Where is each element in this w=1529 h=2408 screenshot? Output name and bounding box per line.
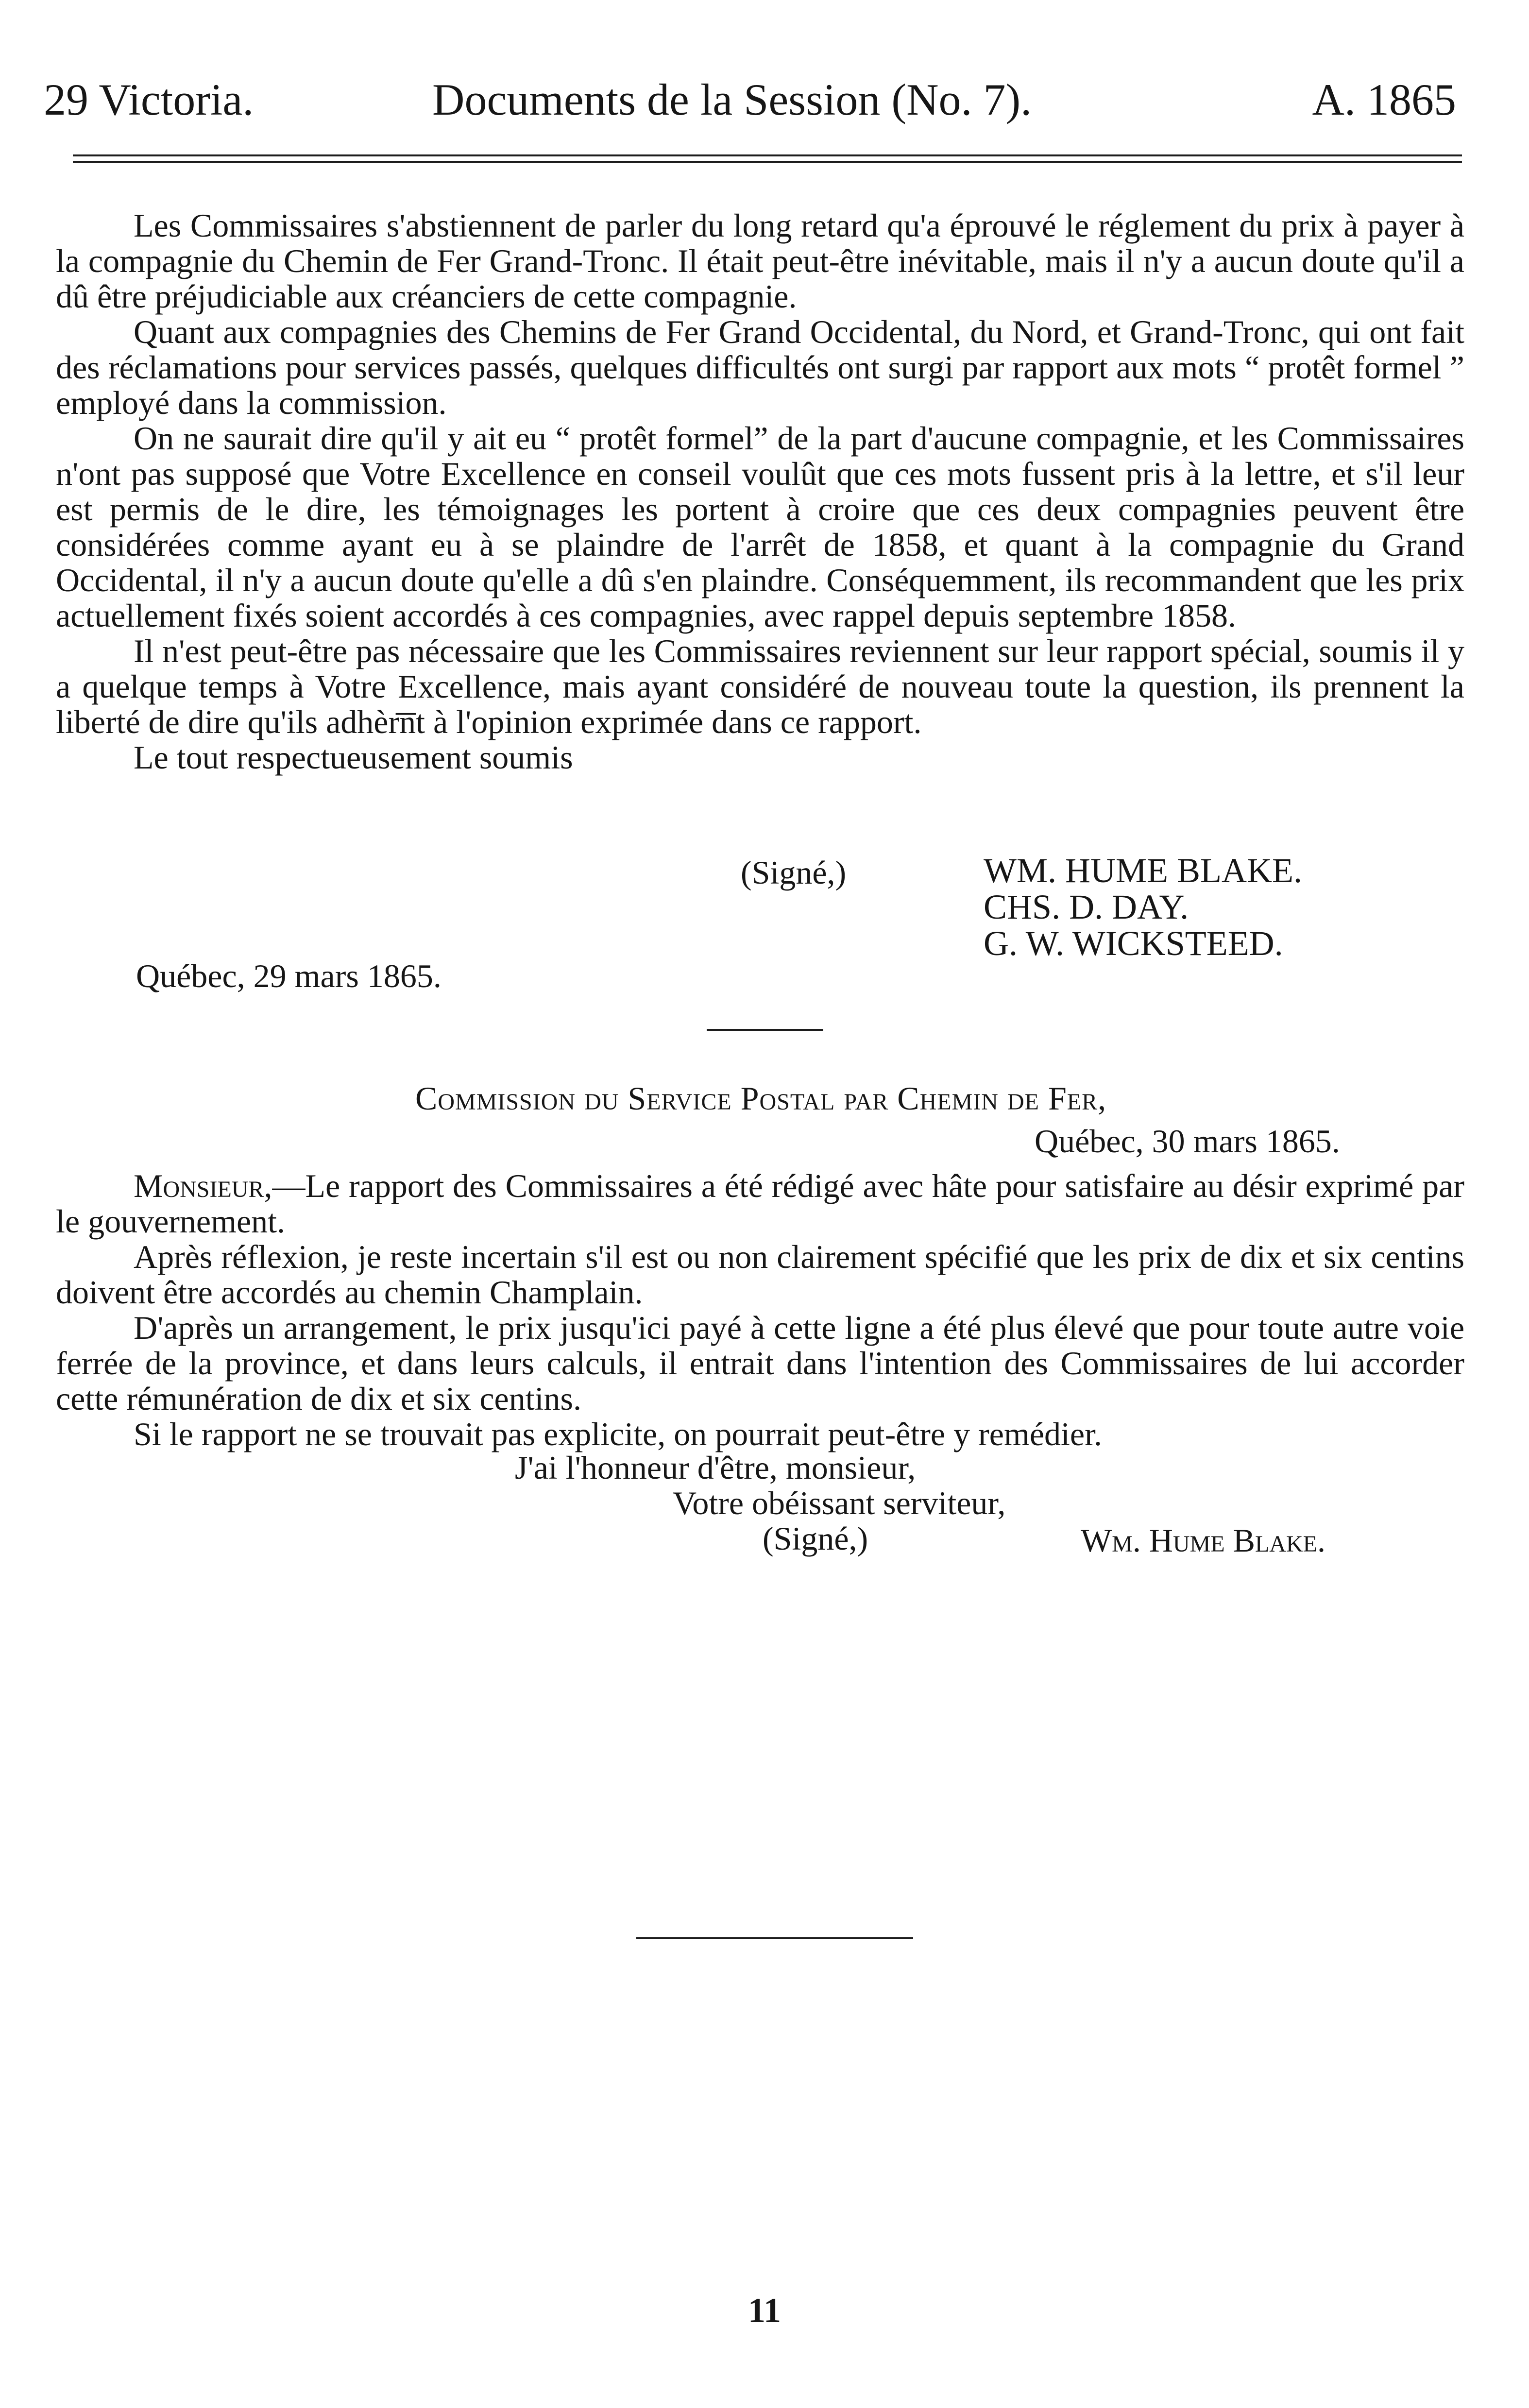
header-regnal-year: 29 Victoria.: [44, 75, 254, 124]
header-year: A. 1865: [1312, 75, 1456, 124]
report-paragraph-4: Il n'est peut-être pas nécessaire que les Commissaires reviennent sur leur rapport spécial, soumis il y a quelque temps à Votre Excellence, mais ayant considéré de nouveau toute la question, ils prennent la liberté de dire qu'ils adhèr͞nt à l'opinion exprimée dans ce rapport.: [56, 632, 1464, 740]
report-paragraph-3: On ne saurait dire qu'il y ait eu “ protêt formel” de la part d'aucune compagnie, et les Commissaires n'ont pas supposé que Votre Excellence en conseil voulût que ces mots fussent pris à la lettre, et s'il leur est permis de le dire, les témoignages les portent à croire que ces deux compagnies peuvent être considérées comme ayant eu à se plaindre de l'arrêt de 1858, et quant à la compagnie du Grand Occidental, il n'y a aucun doute qu'elle a dû s'en plaindre. Conséquemment, ils recommandent que les prix actuellement fixés soient accordés à ces compagnies, avec rappel depuis septembre 1858.: [56, 420, 1464, 634]
header-title: Documents de la Session (No. 7).: [432, 75, 1032, 124]
letter-signatory: Wm. Hume Blake.: [1081, 1522, 1325, 1559]
rule-line-lower: [73, 161, 1462, 163]
letter-signed-label: (Signé,): [763, 1520, 868, 1557]
letter-heading: Commission du Service Postal par Chemin de Fer,: [415, 1080, 1107, 1117]
letter-paragraph-4: Si le rapport ne se trouvait pas explicite, on pourrait peut-être y remédier.: [134, 1416, 1102, 1452]
page-number: 11: [748, 2291, 781, 2330]
report-signatories: [984, 853, 1302, 962]
report-paragraph-5: Le tout respectueusement soumis: [134, 739, 573, 776]
signatory-day: CHS. D. DAY.: [984, 888, 1189, 926]
letter-paragraph-1: [56, 1168, 1464, 1239]
letter-closing-2: Votre obéissant serviteur,: [673, 1485, 1006, 1521]
letter-date: Québec, 30 mars 1865.: [1035, 1123, 1340, 1160]
rule-line-upper: [73, 154, 1462, 156]
running-header: [44, 73, 1456, 126]
end-rule: [636, 1937, 913, 1939]
header-double-rule: [73, 154, 1462, 164]
report-body: [56, 208, 1464, 775]
letter-paragraph-1-text: —Le rapport des Commissaires a été rédigé avec hâte pour satisfaire au désir exprimé par le gouvernement.: [56, 1167, 1464, 1240]
report-paragraph-1: Les Commissaires s'abstiennent de parler du long retard qu'a éprouvé le réglement du prix à payer à la compagnie du Chemin de Fer Grand-Tronc. Il était peut-être inévitable, mais il n'y a aucun doute qu'il a dû être préjudiciable aux créanciers de cette compagnie.: [56, 207, 1464, 315]
section-divider: [707, 1029, 823, 1031]
letter-body: [56, 1168, 1464, 1452]
signatory-wicksteed: G. W. WICKSTEED.: [984, 924, 1283, 963]
report-paragraph-2: Quant aux compagnies des Chemins de Fer Grand Occidental, du Nord, et Grand-Tronc, qui ont fait des réclamations pour services passés, quelques difficultés ont surgi par rapport aux mots “ protêt formel ” employé dans la commission.: [56, 313, 1464, 421]
signatory-blake: WM. HUME BLAKE.: [984, 851, 1302, 890]
letter-paragraph-3: D'après un arrangement, le prix jusqu'ici payé à cette ligne a été plus élevé que pour toute autre voie ferrée de la province, et dans leurs calculs, il entrait dans l'intention des Commissaires de lui accorder cette rémunération de dix et six centins.: [56, 1309, 1464, 1417]
report-place-date: Québec, 29 mars 1865.: [136, 957, 442, 994]
letter-salutation: Monsieur,: [134, 1167, 272, 1204]
letter-paragraph-2: Après réflexion, je reste incertain s'il est ou non clairement spécifié que les prix de dix et six centins doivent être accordés au chemin Champlain.: [56, 1238, 1464, 1311]
letter-closing-1: J'ai l'honneur d'être, monsieur,: [515, 1449, 916, 1486]
report-signed-label: (Signé,): [741, 854, 847, 891]
